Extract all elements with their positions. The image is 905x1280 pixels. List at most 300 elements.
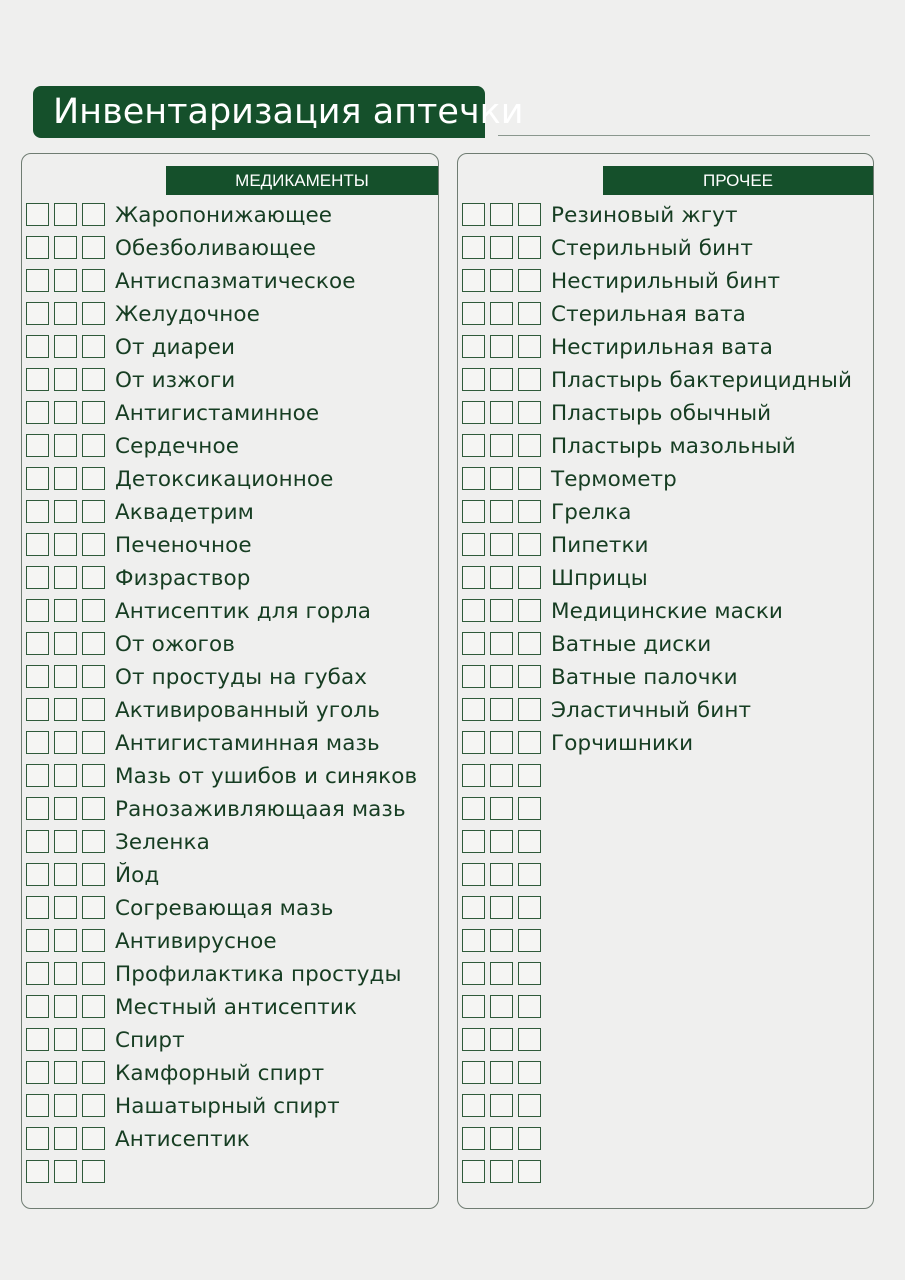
checkbox-group — [462, 203, 541, 226]
checkbox-1[interactable] — [26, 1094, 49, 1117]
checkbox-3[interactable] — [82, 1028, 105, 1051]
checkbox-2[interactable] — [54, 302, 77, 325]
checkbox-1[interactable] — [462, 335, 485, 358]
list-item — [26, 335, 438, 368]
checkbox-1[interactable] — [462, 830, 485, 853]
page-title: Инвентаризация аптечки — [33, 86, 485, 138]
checkbox-2[interactable] — [54, 962, 77, 985]
checkbox-1[interactable] — [462, 1160, 485, 1183]
checkbox-3[interactable] — [518, 368, 541, 391]
checkbox-1[interactable] — [26, 203, 49, 226]
checkbox-2[interactable] — [54, 566, 77, 589]
checkbox-1[interactable] — [26, 797, 49, 820]
checkbox-3[interactable] — [82, 764, 105, 787]
checkbox-group — [26, 401, 105, 424]
checkbox-1[interactable] — [462, 929, 485, 952]
checkbox-3[interactable] — [518, 1160, 541, 1183]
list-item — [462, 1061, 873, 1094]
checkbox-3[interactable] — [518, 401, 541, 424]
checkbox-1[interactable] — [26, 698, 49, 721]
checkbox-2[interactable] — [490, 269, 513, 292]
checkbox-1[interactable] — [462, 599, 485, 622]
checkbox-1[interactable] — [462, 1061, 485, 1084]
checkbox-2[interactable] — [490, 929, 513, 952]
checkbox-3[interactable] — [82, 698, 105, 721]
checkbox-2[interactable] — [54, 368, 77, 391]
checkbox-group — [462, 1160, 541, 1183]
checkbox-3[interactable] — [518, 203, 541, 226]
checkbox-3[interactable] — [82, 599, 105, 622]
checkbox-1[interactable] — [26, 599, 49, 622]
checkbox-2[interactable] — [54, 236, 77, 259]
checkbox-1[interactable] — [462, 698, 485, 721]
checkbox-3[interactable] — [518, 665, 541, 688]
checkbox-2[interactable] — [54, 995, 77, 1018]
checkbox-2[interactable] — [490, 335, 513, 358]
checkbox-1[interactable] — [462, 533, 485, 556]
list-item — [26, 863, 438, 896]
list-item — [26, 302, 438, 335]
checkbox-2[interactable] — [490, 203, 513, 226]
checkbox-1[interactable] — [26, 533, 49, 556]
checkbox-3[interactable] — [82, 995, 105, 1018]
checkbox-2[interactable] — [490, 830, 513, 853]
checkbox-2[interactable] — [490, 1127, 513, 1150]
checkbox-group — [26, 1160, 105, 1183]
list-item — [26, 1127, 438, 1160]
checkbox-group — [26, 995, 105, 1018]
checkbox-3[interactable] — [518, 533, 541, 556]
checkbox-3[interactable] — [82, 929, 105, 952]
checkbox-2[interactable] — [54, 335, 77, 358]
checkbox-group — [26, 632, 105, 655]
checkbox-group — [462, 698, 541, 721]
checkbox-2[interactable] — [490, 797, 513, 820]
list-item — [462, 863, 873, 896]
item-label: Активированный уголь — [115, 698, 380, 723]
checkbox-group — [462, 599, 541, 622]
list-item — [462, 1127, 873, 1160]
checkbox-3[interactable] — [82, 632, 105, 655]
list-item — [462, 896, 873, 929]
checkbox-2[interactable] — [54, 797, 77, 820]
checkbox-group — [26, 1028, 105, 1051]
checkbox-group — [462, 995, 541, 1018]
list-item — [462, 236, 873, 269]
checkbox-3[interactable] — [82, 797, 105, 820]
checkbox-3[interactable] — [518, 500, 541, 523]
checkbox-3[interactable] — [82, 335, 105, 358]
checkbox-2[interactable] — [490, 731, 513, 754]
checkbox-3[interactable] — [82, 269, 105, 292]
item-label: Обезболивающее — [115, 236, 317, 261]
checkbox-2[interactable] — [54, 434, 77, 457]
list-item — [462, 566, 873, 599]
checkbox-3[interactable] — [518, 731, 541, 754]
checkbox-3[interactable] — [518, 269, 541, 292]
checkbox-group — [26, 434, 105, 457]
checkbox-2[interactable] — [490, 1160, 513, 1183]
checkbox-1[interactable] — [462, 203, 485, 226]
checkbox-group — [462, 1028, 541, 1051]
checkbox-2[interactable] — [54, 698, 77, 721]
item-label: Согревающая мазь — [115, 896, 334, 921]
checkbox-2[interactable] — [490, 896, 513, 919]
checkbox-2[interactable] — [490, 1061, 513, 1084]
checkbox-2[interactable] — [490, 995, 513, 1018]
list-item — [26, 731, 438, 764]
list-item — [26, 236, 438, 269]
checkbox-3[interactable] — [518, 566, 541, 589]
item-label: Нашатырный спирт — [115, 1094, 340, 1119]
list-item — [462, 698, 873, 731]
list-item — [26, 797, 438, 830]
checkbox-3[interactable] — [82, 1127, 105, 1150]
checkbox-3[interactable] — [82, 731, 105, 754]
list-item — [26, 896, 438, 929]
checkbox-2[interactable] — [54, 830, 77, 853]
checkbox-1[interactable] — [462, 764, 485, 787]
checkbox-3[interactable] — [82, 962, 105, 985]
checkbox-1[interactable] — [462, 368, 485, 391]
item-label: От простуды на губах — [115, 665, 368, 690]
checkbox-2[interactable] — [490, 236, 513, 259]
item-label: Резиновый жгут — [551, 203, 738, 228]
checkbox-2[interactable] — [54, 1127, 77, 1150]
checkbox-1[interactable] — [26, 368, 49, 391]
item-label: Стерильный бинт — [551, 236, 753, 261]
checkbox-3[interactable] — [82, 665, 105, 688]
checkbox-group — [462, 401, 541, 424]
checkbox-1[interactable] — [462, 434, 485, 457]
item-label: Антиспазматическое — [115, 269, 356, 294]
item-label: Пластырь обычный — [551, 401, 772, 426]
checkbox-2[interactable] — [54, 665, 77, 688]
item-label: Шприцы — [551, 566, 648, 591]
item-label: Местный антисептик — [115, 995, 358, 1020]
checkbox-1[interactable] — [26, 434, 49, 457]
checkbox-1[interactable] — [462, 302, 485, 325]
checkbox-2[interactable] — [54, 1028, 77, 1051]
checkbox-2[interactable] — [490, 434, 513, 457]
checkbox-3[interactable] — [518, 1127, 541, 1150]
list-item — [26, 533, 438, 566]
checkbox-3[interactable] — [82, 203, 105, 226]
checkbox-3[interactable] — [518, 599, 541, 622]
list-item — [26, 1160, 438, 1193]
checkbox-2[interactable] — [490, 665, 513, 688]
item-label: Горчишники — [551, 731, 694, 756]
checkbox-2[interactable] — [54, 1094, 77, 1117]
checkbox-group — [26, 566, 105, 589]
checkbox-2[interactable] — [490, 566, 513, 589]
checkbox-3[interactable] — [82, 1160, 105, 1183]
checkbox-1[interactable] — [26, 236, 49, 259]
checkbox-1[interactable] — [26, 962, 49, 985]
list-item — [26, 368, 438, 401]
item-label: Детоксикационное — [115, 467, 334, 492]
checkbox-group — [26, 467, 105, 490]
item-label: Антисептик — [115, 1127, 250, 1152]
list-item — [26, 500, 438, 533]
item-label: Спирт — [115, 1028, 185, 1053]
other-panel — [457, 153, 874, 1209]
checkbox-1[interactable] — [462, 500, 485, 523]
item-label: Пластырь мазольный — [551, 434, 796, 459]
checkbox-2[interactable] — [54, 731, 77, 754]
checkbox-group — [462, 764, 541, 787]
other-list — [462, 203, 873, 1193]
checkbox-1[interactable] — [26, 764, 49, 787]
checkbox-1[interactable] — [26, 1127, 49, 1150]
list-item — [26, 1028, 438, 1061]
checkbox-1[interactable] — [462, 1028, 485, 1051]
checkbox-group — [26, 236, 105, 259]
list-item — [462, 203, 873, 236]
checkbox-group — [462, 533, 541, 556]
item-label: От диареи — [115, 335, 236, 360]
checkbox-2[interactable] — [490, 599, 513, 622]
list-item — [26, 764, 438, 797]
item-label: От ожогов — [115, 632, 235, 657]
checkbox-3[interactable] — [518, 632, 541, 655]
checkbox-1[interactable] — [462, 1127, 485, 1150]
checkbox-3[interactable] — [82, 500, 105, 523]
checkbox-2[interactable] — [54, 467, 77, 490]
checkbox-2[interactable] — [490, 368, 513, 391]
checkbox-1[interactable] — [26, 335, 49, 358]
list-item — [462, 269, 873, 302]
checkbox-group — [462, 566, 541, 589]
item-label: Антивирусное — [115, 929, 277, 954]
checkbox-1[interactable] — [26, 830, 49, 853]
checkbox-group — [26, 698, 105, 721]
list-item — [462, 1160, 873, 1193]
checkbox-1[interactable] — [462, 632, 485, 655]
checkbox-2[interactable] — [54, 896, 77, 919]
checkbox-2[interactable] — [490, 1028, 513, 1051]
checkbox-1[interactable] — [462, 236, 485, 259]
checkbox-1[interactable] — [462, 1094, 485, 1117]
checkbox-2[interactable] — [54, 533, 77, 556]
checkbox-3[interactable] — [82, 434, 105, 457]
checkbox-1[interactable] — [462, 467, 485, 490]
list-item — [462, 929, 873, 962]
list-item — [462, 1094, 873, 1127]
checkbox-2[interactable] — [490, 533, 513, 556]
item-label: Ранозаживляющаая мазь — [115, 797, 406, 822]
item-label: Термометр — [551, 467, 677, 492]
checkbox-1[interactable] — [26, 665, 49, 688]
checkbox-1[interactable] — [26, 1028, 49, 1051]
checkbox-2[interactable] — [490, 302, 513, 325]
checkbox-2[interactable] — [54, 203, 77, 226]
checkbox-1[interactable] — [26, 401, 49, 424]
checkbox-3[interactable] — [518, 929, 541, 952]
item-label: Ватные диски — [551, 632, 712, 657]
checkbox-3[interactable] — [518, 896, 541, 919]
item-label: Пипетки — [551, 533, 649, 558]
list-item — [26, 467, 438, 500]
checkbox-2[interactable] — [54, 632, 77, 655]
checkbox-3[interactable] — [82, 236, 105, 259]
checkbox-3[interactable] — [82, 896, 105, 919]
checkbox-3[interactable] — [82, 566, 105, 589]
list-item — [462, 599, 873, 632]
checkbox-1[interactable] — [26, 302, 49, 325]
checkbox-1[interactable] — [462, 995, 485, 1018]
checkbox-1[interactable] — [26, 929, 49, 952]
list-item — [26, 599, 438, 632]
checkbox-1[interactable] — [462, 797, 485, 820]
item-label: Нестирильная вата — [551, 335, 773, 360]
checkbox-2[interactable] — [54, 1061, 77, 1084]
checkbox-1[interactable] — [462, 566, 485, 589]
medications-panel — [21, 153, 439, 1209]
checkbox-group — [462, 896, 541, 919]
checkbox-3[interactable] — [518, 830, 541, 853]
checkbox-2[interactable] — [490, 500, 513, 523]
list-item — [26, 566, 438, 599]
list-item — [462, 302, 873, 335]
checkbox-2[interactable] — [54, 269, 77, 292]
item-label: Камфорный спирт — [115, 1061, 325, 1086]
checkbox-2[interactable] — [490, 632, 513, 655]
list-item — [462, 797, 873, 830]
checkbox-1[interactable] — [462, 665, 485, 688]
list-item — [462, 665, 873, 698]
checkbox-1[interactable] — [26, 863, 49, 886]
list-item — [462, 830, 873, 863]
checkbox-1[interactable] — [26, 896, 49, 919]
checkbox-group — [462, 1094, 541, 1117]
checkbox-3[interactable] — [82, 467, 105, 490]
checkbox-3[interactable] — [518, 335, 541, 358]
checkbox-1[interactable] — [462, 269, 485, 292]
checkbox-2[interactable] — [490, 467, 513, 490]
checkbox-3[interactable] — [518, 863, 541, 886]
checkbox-1[interactable] — [26, 467, 49, 490]
checkbox-3[interactable] — [82, 368, 105, 391]
checkbox-3[interactable] — [518, 467, 541, 490]
checkbox-3[interactable] — [518, 236, 541, 259]
list-item — [26, 698, 438, 731]
item-label: Зеленка — [115, 830, 210, 855]
checkbox-2[interactable] — [54, 764, 77, 787]
checkbox-1[interactable] — [26, 731, 49, 754]
checkbox-1[interactable] — [26, 995, 49, 1018]
checkbox-3[interactable] — [518, 1094, 541, 1117]
checkbox-2[interactable] — [490, 764, 513, 787]
list-item — [462, 401, 873, 434]
checkbox-1[interactable] — [26, 1160, 49, 1183]
checkbox-3[interactable] — [518, 302, 541, 325]
list-item — [462, 1028, 873, 1061]
list-item — [26, 1094, 438, 1127]
checkbox-group — [462, 929, 541, 952]
item-label: Антигистаминное — [115, 401, 320, 426]
checkbox-1[interactable] — [462, 731, 485, 754]
item-label: Грелка — [551, 500, 632, 525]
checkbox-3[interactable] — [82, 302, 105, 325]
checkbox-2[interactable] — [490, 401, 513, 424]
checkbox-2[interactable] — [54, 401, 77, 424]
checkbox-3[interactable] — [518, 962, 541, 985]
checkbox-2[interactable] — [54, 929, 77, 952]
list-item — [26, 401, 438, 434]
checkbox-2[interactable] — [490, 962, 513, 985]
checkbox-3[interactable] — [518, 1061, 541, 1084]
checkbox-group — [462, 1061, 541, 1084]
other-header: ПРОЧЕЕ — [603, 166, 873, 195]
checkbox-group — [26, 203, 105, 226]
checkbox-group — [462, 500, 541, 523]
checkbox-3[interactable] — [82, 830, 105, 853]
checkbox-1[interactable] — [26, 632, 49, 655]
checkbox-2[interactable] — [490, 863, 513, 886]
checkbox-group — [26, 1127, 105, 1150]
checkbox-1[interactable] — [26, 566, 49, 589]
checkbox-group — [26, 500, 105, 523]
item-label: От изжоги — [115, 368, 236, 393]
list-item — [26, 929, 438, 962]
checkbox-2[interactable] — [54, 500, 77, 523]
checkbox-3[interactable] — [518, 1028, 541, 1051]
checkbox-3[interactable] — [82, 401, 105, 424]
checkbox-3[interactable] — [82, 863, 105, 886]
checkbox-group — [26, 731, 105, 754]
checkbox-2[interactable] — [54, 1160, 77, 1183]
checkbox-2[interactable] — [490, 698, 513, 721]
checkbox-2[interactable] — [54, 863, 77, 886]
checkbox-1[interactable] — [462, 863, 485, 886]
checkbox-3[interactable] — [518, 434, 541, 457]
checkbox-3[interactable] — [518, 995, 541, 1018]
list-item — [462, 368, 873, 401]
checkbox-1[interactable] — [462, 962, 485, 985]
checkbox-3[interactable] — [82, 533, 105, 556]
checkbox-3[interactable] — [82, 1094, 105, 1117]
item-label: Медицинские маски — [551, 599, 783, 624]
title-underline — [498, 135, 870, 136]
list-item — [26, 434, 438, 467]
checkbox-1[interactable] — [26, 500, 49, 523]
checkbox-group — [462, 269, 541, 292]
medications-list — [26, 203, 438, 1193]
item-label: Эластичный бинт — [551, 698, 752, 723]
checkbox-1[interactable] — [462, 896, 485, 919]
list-item — [462, 467, 873, 500]
checkbox-3[interactable] — [518, 764, 541, 787]
list-item — [26, 962, 438, 995]
checkbox-group — [462, 1127, 541, 1150]
checkbox-1[interactable] — [462, 401, 485, 424]
checkbox-3[interactable] — [518, 698, 541, 721]
list-item — [26, 269, 438, 302]
item-label: Сердечное — [115, 434, 240, 459]
checkbox-group — [26, 797, 105, 820]
checkbox-2[interactable] — [54, 599, 77, 622]
checkbox-group — [462, 236, 541, 259]
list-item — [462, 995, 873, 1028]
checkbox-group — [462, 368, 541, 391]
checkbox-1[interactable] — [26, 1061, 49, 1084]
checkbox-3[interactable] — [518, 797, 541, 820]
checkbox-group — [462, 962, 541, 985]
checkbox-2[interactable] — [490, 1094, 513, 1117]
checkbox-1[interactable] — [26, 269, 49, 292]
checkbox-3[interactable] — [82, 1061, 105, 1084]
